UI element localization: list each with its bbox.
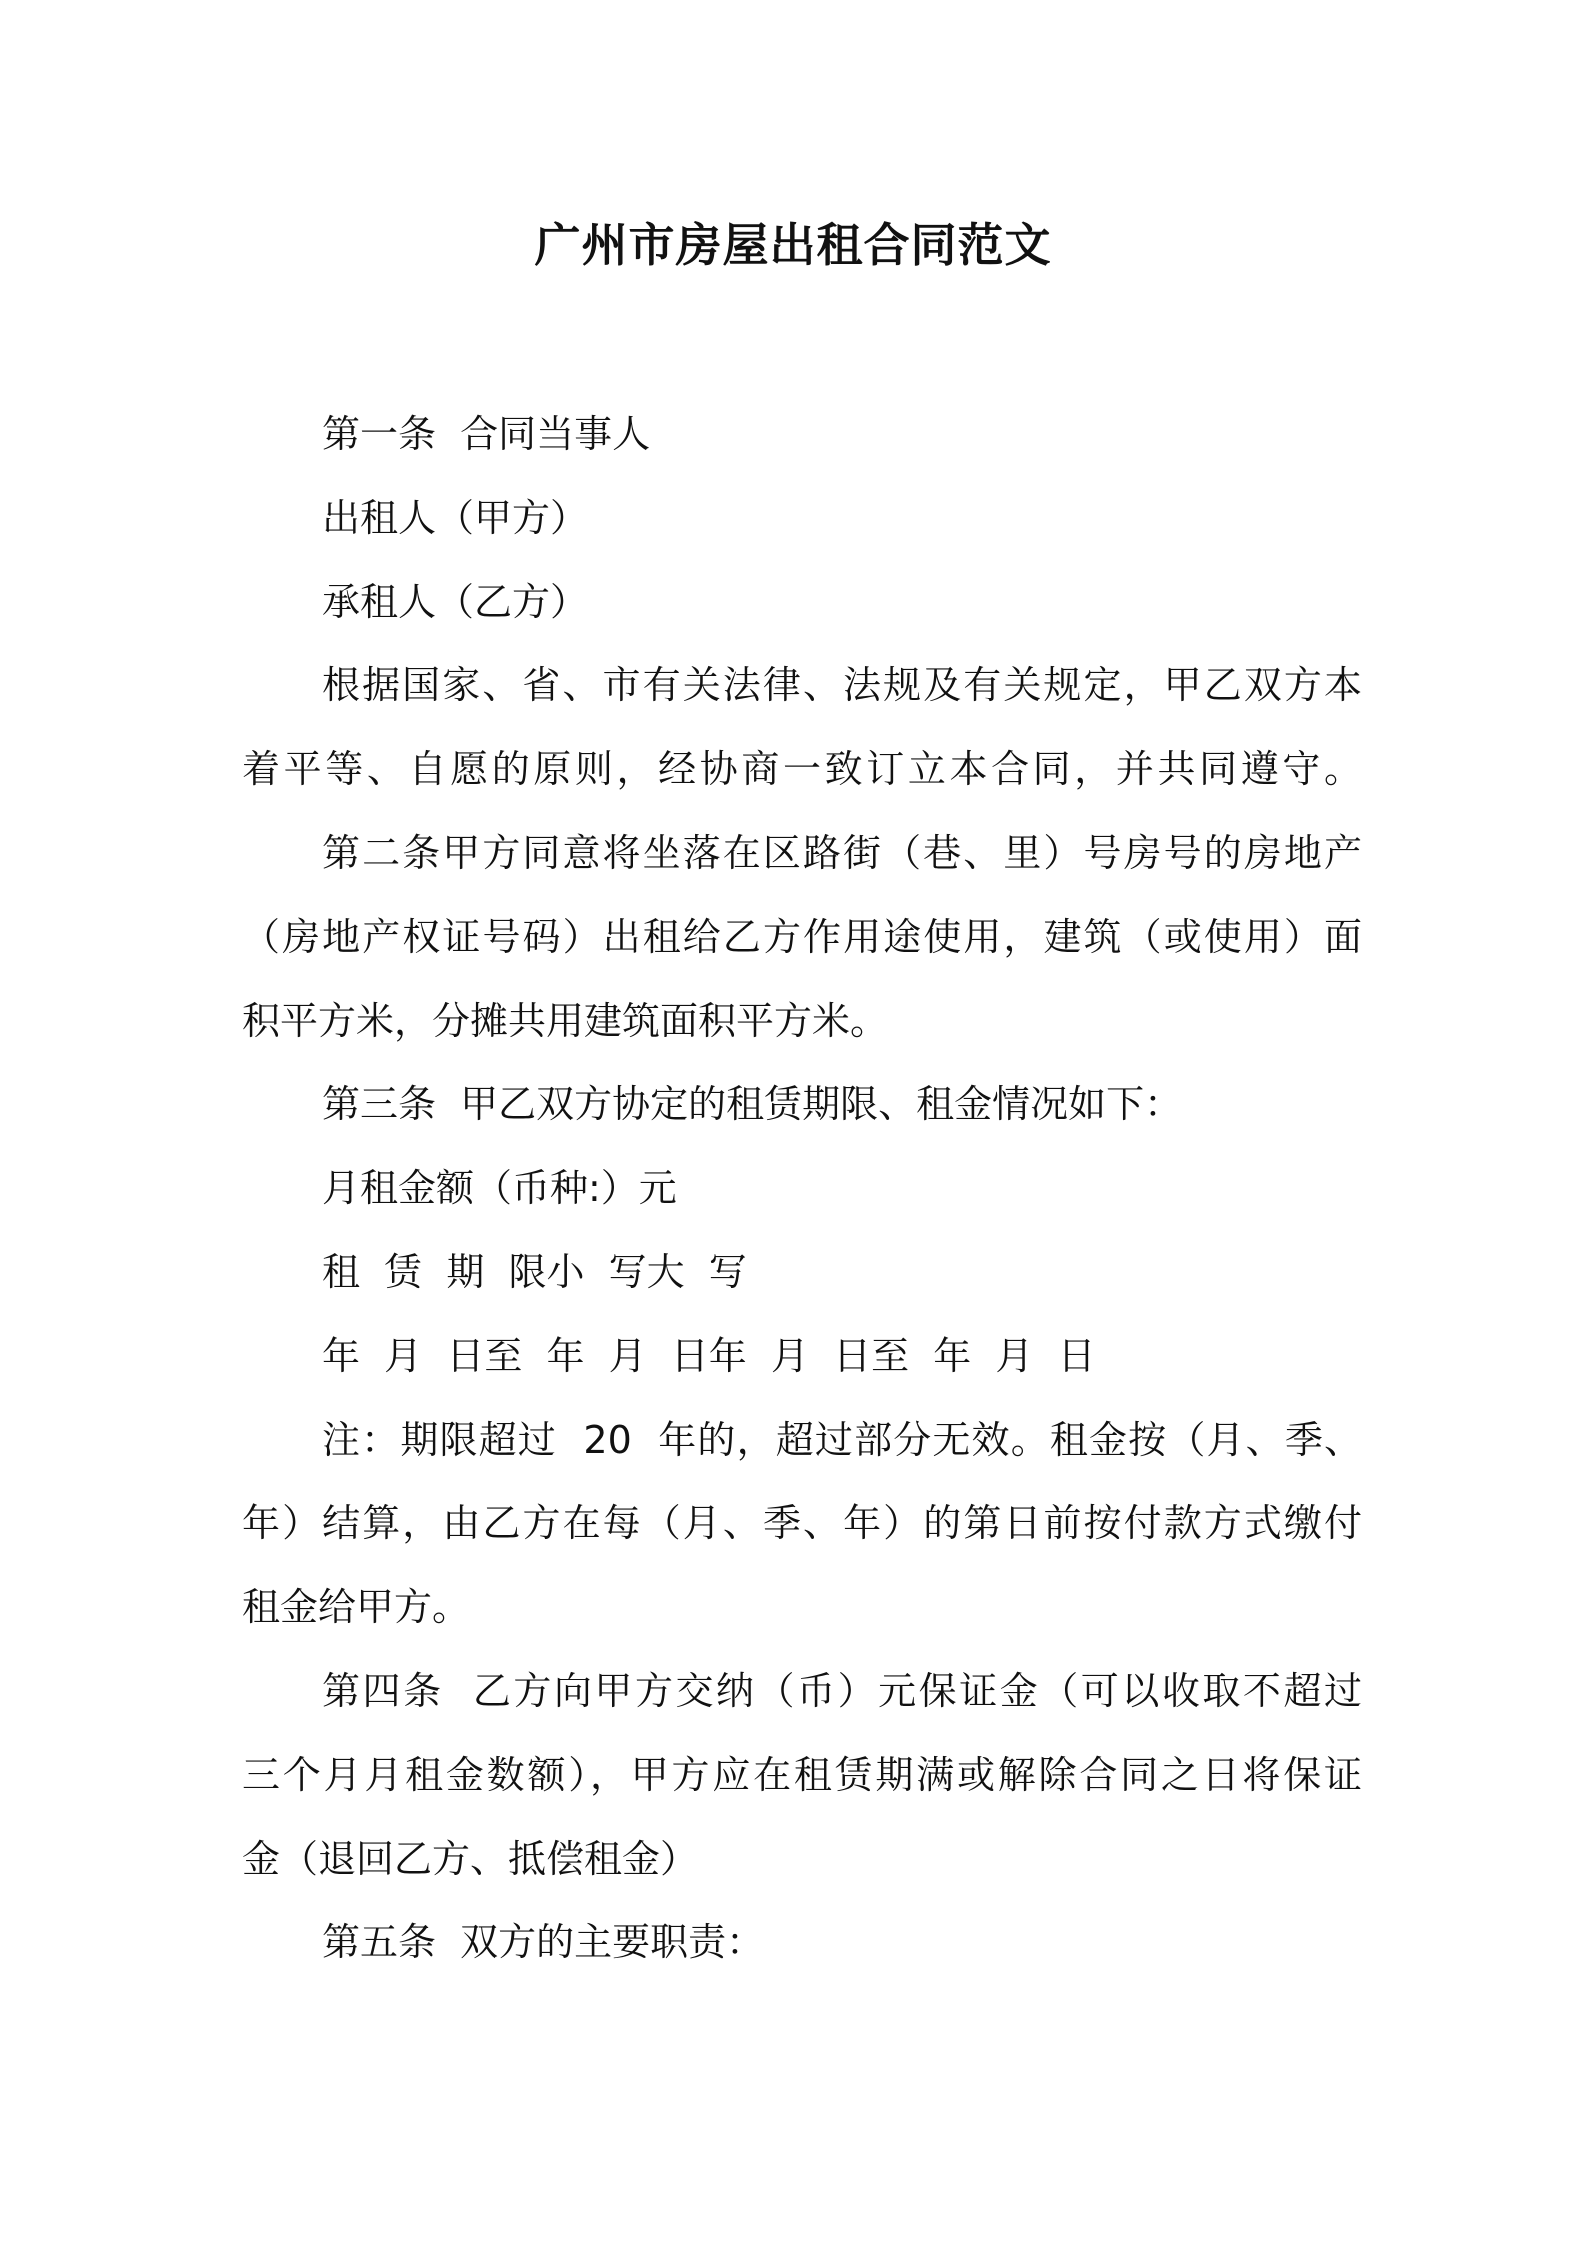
note-line-3: 租金给甲方。 bbox=[242, 1585, 471, 1630]
article-3-heading: 第三条 甲乙双方协定的租赁期限、租金情况如下： bbox=[322, 1082, 1183, 1127]
article-4-line-1: 第四条 乙方向甲方交纳（币）元保证金（可以收取不超过 bbox=[322, 1668, 1362, 1713]
article-2-line-1: 第二条甲方同意将坐落在区路街（巷、里）号房号的房地产 bbox=[322, 830, 1362, 875]
article-2-line-3: 积平方米，分摊共用建筑面积平方米。 bbox=[242, 998, 889, 1043]
lease-term-line: 租 赁 期 限小 写大 写 bbox=[322, 1249, 747, 1294]
preamble-line-1: 根据国家、省、市有关法律、法规及有关规定，甲乙双方本 bbox=[322, 663, 1362, 708]
monthly-rent-line: 月租金额（币种:）元 bbox=[322, 1166, 677, 1211]
article-2-line-2: （房地产权证号码）出租给乙方作用途使用，建筑（或使用）面 bbox=[242, 914, 1362, 959]
note-line-2: 年）结算，由乙方在每（月、季、年）的第日前按付款方式缴付 bbox=[242, 1501, 1362, 1546]
article-4-line-2: 三个月月租金数额），甲方应在租赁期满或解除合同之日将保证 bbox=[242, 1752, 1362, 1797]
preamble-line-2: 着平等、自愿的原则，经协商一致订立本合同，并共同遵守。 bbox=[242, 747, 1362, 792]
document-body bbox=[242, 404, 1362, 1996]
article-4-line-3: 金（退回乙方、抵偿租金） bbox=[242, 1836, 699, 1881]
article-1-heading: 第一条 合同当事人 bbox=[322, 412, 651, 456]
lessor-line: 出租人（甲方） bbox=[322, 495, 589, 540]
article-5-heading: 第五条 双方的主要职责： bbox=[322, 1920, 765, 1965]
note-line-1: 注：期限超过 20 年的，超过部分无效。租金按（月、季、 bbox=[322, 1417, 1362, 1462]
lease-dates-line: 年 月 日至 年 月 日年 月 日至 年 月 日 bbox=[322, 1333, 1096, 1378]
lessee-line: 承租人（乙方） bbox=[322, 579, 589, 624]
document-title: 广州市房屋出租合同范文 bbox=[534, 218, 1052, 272]
